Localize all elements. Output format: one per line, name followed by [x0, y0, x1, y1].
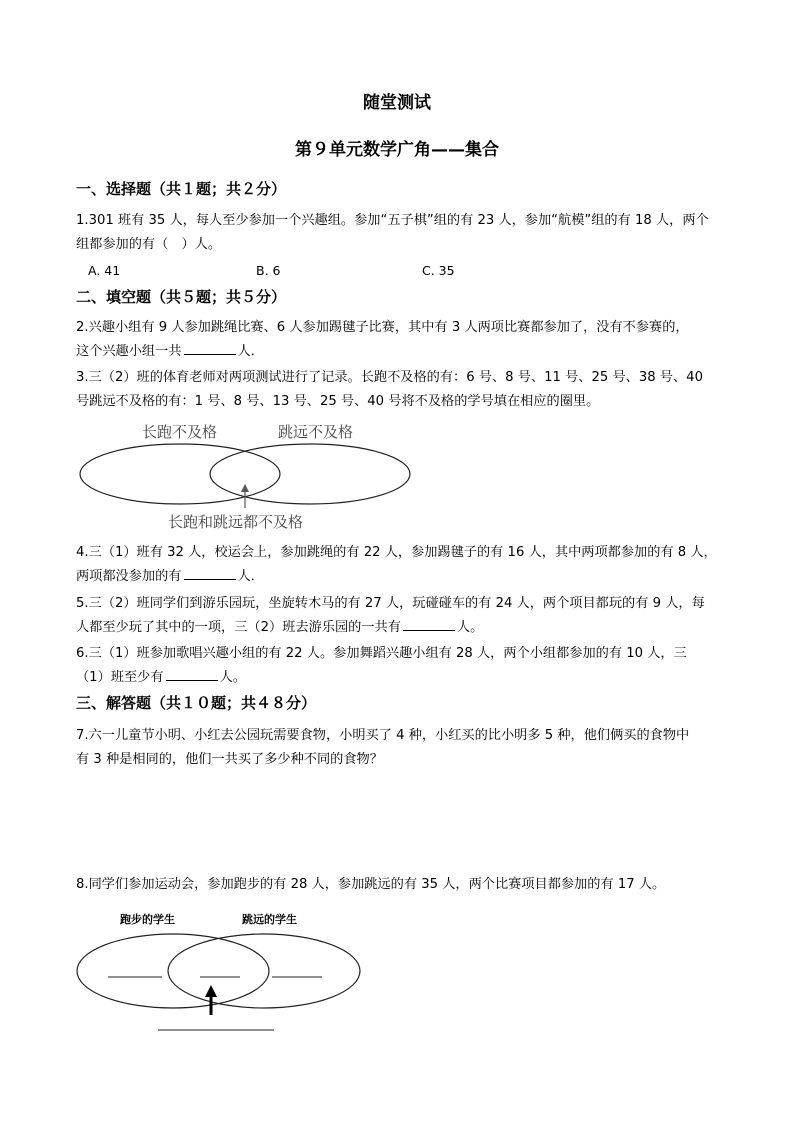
- venn-label-left: 跑步的学生: [120, 913, 175, 926]
- venn-circle-right[interactable]: [210, 444, 410, 504]
- question-6: [76, 642, 726, 690]
- section-heading-solve: 三、解答题（共１０题；共４８分）: [76, 694, 317, 712]
- question-7-line2: 有 3 种是相同的，他们一共买了多少种不同的食物？: [76, 752, 383, 767]
- venn-circle-left[interactable]: [77, 934, 269, 1008]
- venn-label-right: 跳远不及格: [278, 423, 354, 441]
- venn-label-bottom: 长跑和跳远都不及格: [168, 513, 304, 531]
- arrow-up-icon: [241, 484, 249, 492]
- section-heading-fill: 二、填空题（共５题；共５分）: [76, 288, 287, 306]
- question-1-line1: 1.301 班有 35 人，每人至少参加一个兴趣组。参加“五子棋”组的有 23 人，参加“航模”组的有 18 人，两个: [76, 213, 709, 228]
- arrow-up-icon: [205, 985, 217, 997]
- question-3-line1: 3.三（2）班的体育老师对两项测试进行了记录。长跑不及格的有：6 号、8 号、11 号、25 号、38 号、40: [76, 370, 703, 385]
- venn-diagram-q8: [70, 905, 370, 1035]
- question-2-line1: 2.兴趣小组有 9 人参加跳绳比赛、6 人参加踢毽子比赛，其中有 3 人两项比赛都参加了，没有不参赛的，: [76, 320, 689, 335]
- question-7-line1: 7.六一儿童节小明、小红去公园玩需要食物，小明买了 4 种，小红买的比小明多 5 种，他们俩买的食物中: [76, 728, 690, 743]
- venn-circle-left[interactable]: [80, 444, 280, 504]
- venn-label-left: 长跑不及格: [142, 423, 218, 441]
- question-5-line2: 人都至少玩了其中的一项，三（2）班去游乐园的一共有 人。: [76, 616, 726, 640]
- question-2: [76, 316, 726, 364]
- page-subtitle: 第９单元数学广角——集合: [295, 140, 499, 160]
- question-1: [76, 209, 726, 257]
- venn-label-right: 跳远的学生: [242, 913, 297, 926]
- question-4-line1: 4.三（1）班有 32 人，校运会上，参加跳绳的有 22 人，参加踢毽子的有 16 人，其中两项都参加的有 8 人，: [76, 545, 717, 560]
- question-4: [76, 541, 726, 589]
- page-title: 随堂测试: [363, 93, 431, 113]
- question-2-line2: 这个兴趣小组一共 人．: [76, 340, 726, 364]
- section-heading-choice: 一、选择题（共１题；共２分）: [76, 180, 287, 198]
- option-b: B. 6: [256, 263, 281, 278]
- question-5: [76, 592, 726, 640]
- answer-blank[interactable]: [403, 616, 455, 631]
- question-6-line1: 6.三（1）班参加歌唱兴趣小组的有 22 人。参加舞蹈兴趣小组有 28 人，两个小组都参加的有 10 人，三: [76, 646, 687, 661]
- answer-blank[interactable]: [184, 565, 236, 580]
- question-8-line1: 8.同学们参加运动会，参加跑步的有 28 人，参加跳远的有 35 人，两个比赛项目都参加的有 17 人。: [76, 877, 666, 892]
- question-7: [76, 724, 726, 772]
- question-8: [76, 873, 726, 897]
- question-1-line2: 组都参加的有（ ）人。: [76, 237, 222, 252]
- answer-blank[interactable]: [166, 666, 218, 681]
- option-a: A. 41: [88, 263, 121, 278]
- question-4-line2: 两项都没参加的有 人．: [76, 565, 726, 589]
- question-3: [76, 366, 726, 414]
- venn-diagram-q3: [70, 416, 420, 534]
- venn-circle-right[interactable]: [168, 934, 360, 1008]
- question-5-line1: 5.三（2）班同学们到游乐园玩，坐旋转木马的有 27 人，玩碰碰车的有 24 人，两个项目都玩的有 9 人，每: [76, 596, 705, 611]
- option-c: C. 35: [422, 263, 455, 278]
- question-6-line2: （1）班至少有 人。: [76, 666, 726, 690]
- question-3-line2: 号跳远不及格的有：1 号、8 号、13 号、25 号、40 号将不及格的学号填在相应的圈里。: [76, 394, 600, 409]
- answer-blank[interactable]: [184, 340, 236, 355]
